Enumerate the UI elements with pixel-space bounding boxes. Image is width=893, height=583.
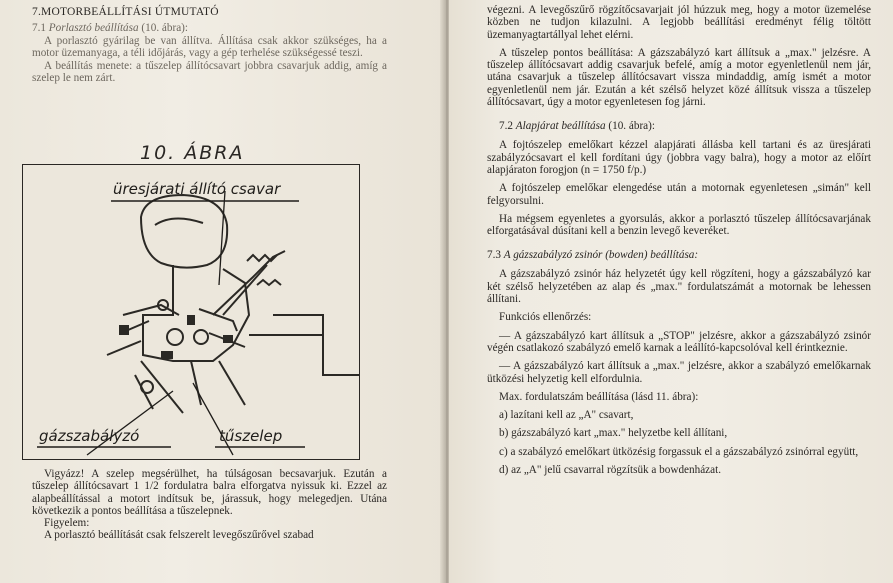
paragraph: A fojtószelep emelőkart kézzel alapjárati állásba kell tartani és az üresjárati szabályzócsavart el kell fordítani úgy (jobbra vagy balra), hogy a motor az előírt alapjáraton forogjon (n = 1750 f/p.) (487, 139, 871, 176)
section-ref: (10. ábra): (608, 120, 655, 133)
paragraph: A fojtószelep emelőkar elengedése után a motornak egyenletesen „simán" kell felgyorsulni. (487, 182, 871, 207)
chapter-heading: 7.MOTORBEÁLLÍTÁSI ÚTMUTATÓ (32, 6, 219, 18)
paragraph: A tűszelep pontos beállítása: A gázszabályzó kart állítsuk a „max." jelzésre. A tűszelep állítócsavart addig csavarjuk befelé, amíg a motor egyenletlenül nem jár, utána csavarjuk a tűszelep állítócsavart vissza mindaddig, amíg ismét a motor egyenletlenül nem jár. Ezután a két szélső helyzet közé állítsuk vissza a tűszelep állítócsavart, úgy a motor egyenletesen fog járni. (487, 46, 871, 109)
check-title: Funkciós ellenőrzés: (499, 311, 592, 324)
section-title-text: Alapjárat beállítása (515, 120, 606, 133)
paragraph: A gázszabályzó zsinór ház helyzetét úgy kell rögzíteni, hogy a gázszabályzó kar két szélső helyzetében az alap és „max." fordulatszámát a motornak be lehessen állítani. (487, 268, 871, 306)
check-item: — A gázszabályzó kart állítsuk a „STOP" jelzésre, akkor a gázszabályzó zsinór végén csatlakozó szabályzó emelő karnak a leállító-kapcsolóval kell érintkeznie. (487, 329, 871, 354)
figure-carburetor (22, 164, 360, 460)
left-bottom-text (32, 468, 387, 542)
carburetor-drawing (23, 165, 359, 459)
paragraph: A porlasztó gyárilag be van állítva. Állítása csak akkor szükséges, ha a motor üzemanyaga, a téli időjárás, vagy a gép terhelése szükségessé teszi. (32, 35, 387, 60)
section-title-text: A gázszabályzó zsinór (bowden) beállítása: (503, 249, 699, 262)
step-item: c) a szabályzó emelőkart ütközésig forgassuk el a gázszabályzó zsinórral együtt, (499, 445, 859, 458)
paragraph: A beállítás menete: a tűszelep állítócsavart jobbra csavarjuk addig, amíg a szelep le nem zárt. (32, 59, 387, 84)
section-7-2-title (487, 120, 871, 133)
section-7-1-title (32, 22, 387, 35)
section-ref: (10. ábra): (141, 22, 188, 34)
paragraph: Ha mégsem egyenletes a gyorsulás, akkor a porlasztó tűszelep állítócsavarjának elforgatásával dúsítani kell a benzin levegő keveréket. (487, 212, 871, 238)
label-throttle: gázszabályzó (39, 427, 140, 445)
section-title-text: Porlasztó beállítása (48, 22, 139, 34)
section-number: 7.1 (32, 22, 46, 34)
step-item: d) az „A" jelű csavarral rögzítsük a bowdenházat. (499, 464, 722, 477)
note-title: Figyelem: (44, 517, 90, 530)
max-speed-title: Max. fordulatszám beállítása (lásd 11. ábra): (499, 390, 699, 403)
check-item: — A gázszabályzó kart állítsuk a „max." jelzésre, akkor a szabályzó emelőkarnak ütközési helyzetig kell elfordulnia. (487, 360, 871, 385)
figure-title: 10. ÁBRA (140, 142, 245, 164)
step-item: b) gázszabályzó kart „max." helyzetbe kell állítani, (499, 427, 728, 440)
paragraph: Vigyázz! A szelep megsérülhet, ha túlságosan becsavarjuk. Ezután a tűszelep állítócsavart 1 1/2 fordulatra balra elforgatva nyissuk ki. Ezzel az alapbeállítással a motort indítsuk be, járassuk, hogy melegedjen. Utána következik a pontos beállítása a tűszelepnek. (32, 468, 387, 517)
right-page (449, 0, 893, 583)
step-item: a) lazítani kell az „A" csavart, (499, 409, 634, 422)
label-idle-screw: üresjárati állító csavar (113, 180, 281, 198)
label-needle-valve: tűszelep (219, 427, 283, 445)
section-number: 7.2 (499, 120, 513, 133)
section-7-3-title (487, 249, 871, 262)
paragraph: végezni. A levegőszűrő rögzítőcsavarjait jól húzzuk meg, hogy a motor üzemelése közben ne tudjon kilazulni. A legjobb beállítási eredményt félig töltött üzemanyagtartállyal lehet elérni. (487, 4, 871, 41)
section-number: 7.3 (487, 249, 501, 262)
paragraph: A porlasztó beállítását csak felszerelt levegőszűrővel szabad (44, 529, 314, 542)
